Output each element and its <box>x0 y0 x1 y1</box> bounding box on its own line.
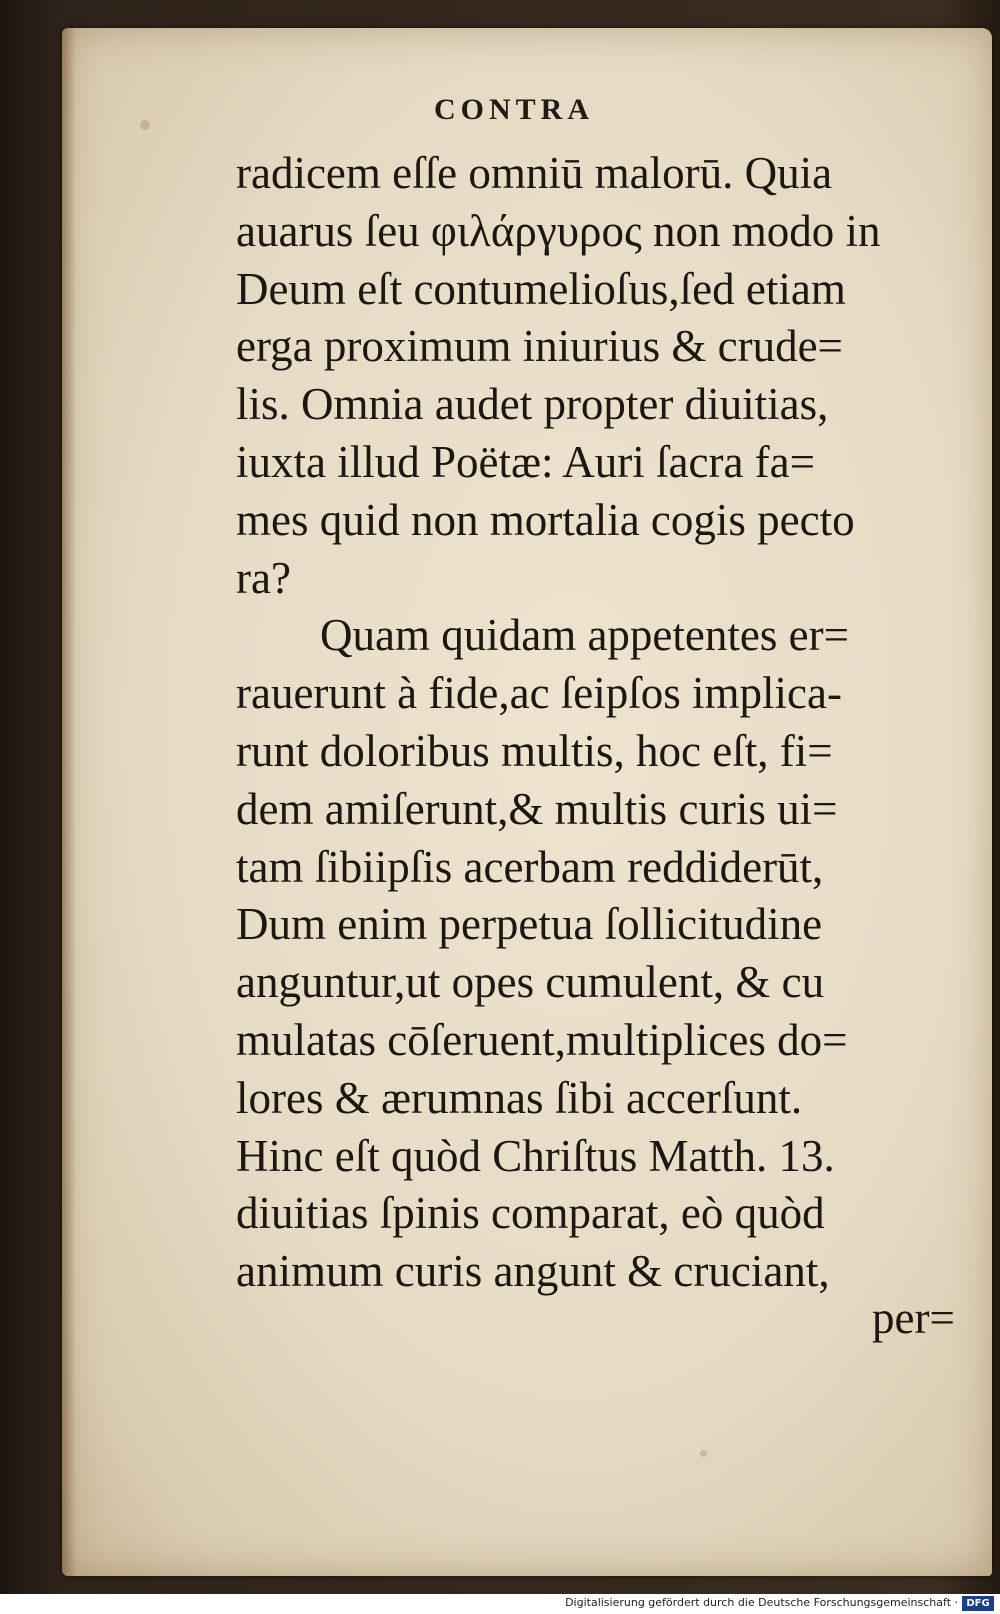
text-line: rauerunt à fide,ac ſeipſos implica- <box>236 668 842 719</box>
dfg-logo: DFG <box>962 1596 994 1611</box>
catchword: per= <box>872 1293 955 1343</box>
paper-stain <box>140 120 150 130</box>
text-line: runt doloribus multis, hoc eſt, fi= <box>236 725 833 776</box>
text-line: animum curis angunt & cruciant, <box>236 1246 830 1297</box>
text-line: iuxta illud Poëtæ: Auri ſacra fa= <box>236 436 816 487</box>
text-line: Deum eſt contumelioſus,ſed etiam <box>236 263 846 314</box>
page-gutter-shadow <box>62 28 76 1576</box>
text-line: tam ſibiipſis acerbam reddiderūt, <box>236 841 824 892</box>
text-line: mulatas cōſeruent,multiplices do= <box>236 1014 848 1065</box>
text-line: auarus ſeu φιλάργυρος non modo in <box>236 205 881 256</box>
text-line: lores & ærumnas ſibi accerſunt. <box>236 1072 803 1123</box>
digitization-credit: Digitalisierung gefördert durch die Deutsche Forschungsgemeinschaft · <box>565 1596 958 1609</box>
text-line: radicem eſſe omniū malorū. Quia <box>236 148 833 198</box>
running-head: CONTRA <box>434 93 595 126</box>
text-line: dem amiſerunt,& multis curis ui= <box>236 783 838 834</box>
main-text <box>236 145 956 1301</box>
text-line: Dum enim perpetua ſollicitudine <box>236 899 823 950</box>
text-line: erga proximum iniurius & crude= <box>236 321 843 372</box>
paragraph-start-line: Quam quidam appetentes er= <box>320 610 849 661</box>
text-line: diuitias ſpinis comparat, eò quòd <box>236 1188 825 1239</box>
text-line: mes quid non mortalia cogis pecto <box>236 494 855 545</box>
text-line: lis. Omnia audet propter diuitias, <box>236 379 829 430</box>
text-line: anguntur,ut opes cumulent, & cu <box>236 957 825 1008</box>
paper-stain <box>700 1450 707 1457</box>
text-line: ra? <box>236 552 291 603</box>
text-line: Hinc eſt quòd Chriſtus Matth. 13. <box>236 1130 835 1181</box>
